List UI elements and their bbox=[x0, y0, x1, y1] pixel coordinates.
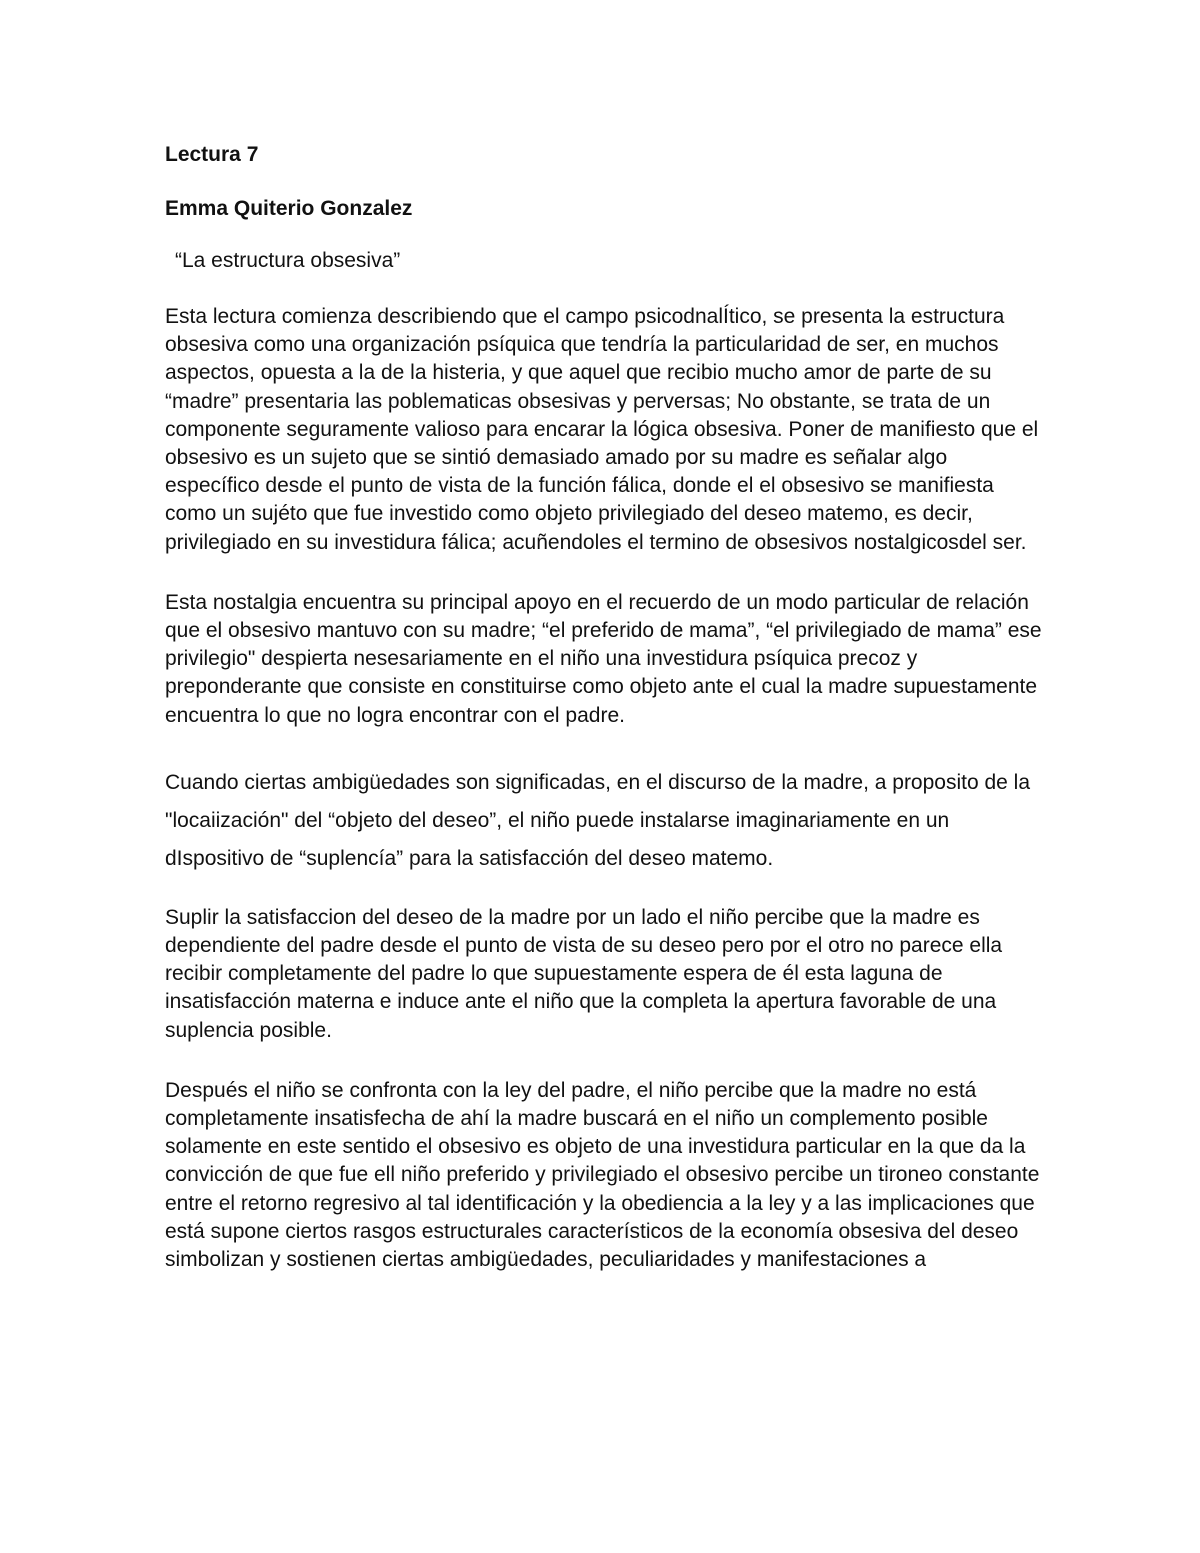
reading-title: “La estructura obsesiva” bbox=[175, 249, 401, 272]
lecture-title: Lectura 7 bbox=[165, 143, 259, 166]
document-body bbox=[165, 139, 1045, 1274]
paragraph-4: Suplir la satisfaccion del deseo de la madre por un lado el niño percibe que la madre es dependiente del padre desde el punto de vista de su deseo pero por el otro no parece ella recibir completamente del padre lo que supuestamente espera de él esta laguna de insatisfacción materna e induce ante el niño que la completa la apertura favorable de una suplencia posible. bbox=[165, 905, 1003, 1042]
paragraph-3: Cuando ciertas ambigüedades son significadas, en el discurso de la madre, a proposito de la "locaiización" del “objeto del deseo”, el niño puede instalarse imaginariamente en un dIspositivo de “suplencía” para la satisfacción del deseo matemo. bbox=[165, 770, 1031, 870]
author-name: Emma Quiterio Gonzalez bbox=[165, 197, 413, 220]
paragraph-1: Esta lectura comienza describiendo que el campo psicodnalÍtico, se presenta la estructura obsesiva como una organización psíquica que tendría la particularidad de ser, en muchos aspectos, opuesta a la de la histeria, y que aquel que recibio mucho amor de parte de su “madre” presentaria las poblematicas obsesivas y perversas; No obstante, se trata de un componente seguramente valioso para encarar la lógica obsesiva. Poner de manifiesto que el obsesivo es un sujeto que se sintió demasiado amado por su madre es señalar algo específico desde el punto de vista de la función fálica, donde el el obsesivo se manifiesta como un sujéto que fue investido como objeto privilegiado del deseo matemo, es decir, privilegiado en su investidura fálica; acuñendoles el termino de obsesivos nostalgicosdel ser. bbox=[165, 305, 1039, 554]
paragraph-5: Después el niño se confronta con la ley del padre, el niño percibe que la madre no está completamente insatisfecha de ahí la madre buscará en el niño un complemento posible solamente en este sentido el obsesivo es objeto de una investidura particular en la que da la convicción de que fue ell niño preferido y privilegiado el obsesivo percibe un tironeo constante entre el retorno regresivo al tal identificación y la obediencia a la ley y a las implicaciones que está supone ciertos rasgos estructurales característicos de la economía obsesiva del deseo simbolizan y sostienen ciertas ambigüedades, peculiaridades y manifestaciones a bbox=[165, 1078, 1040, 1272]
paragraph-2: Esta nostalgia encuentra su principal apoyo en el recuerdo de un modo particular de relación que el obsesivo mantuvo con su madre; “el preferido de mama”, “el privilegiado de mama” ese privilegio" despierta nesesariamente en el niño una investidura psíquica precoz y preponderante que consiste en constituirse como objeto ante el cual la madre supuestamente encuentra lo que no logra encontrar con el padre. bbox=[165, 590, 1042, 727]
